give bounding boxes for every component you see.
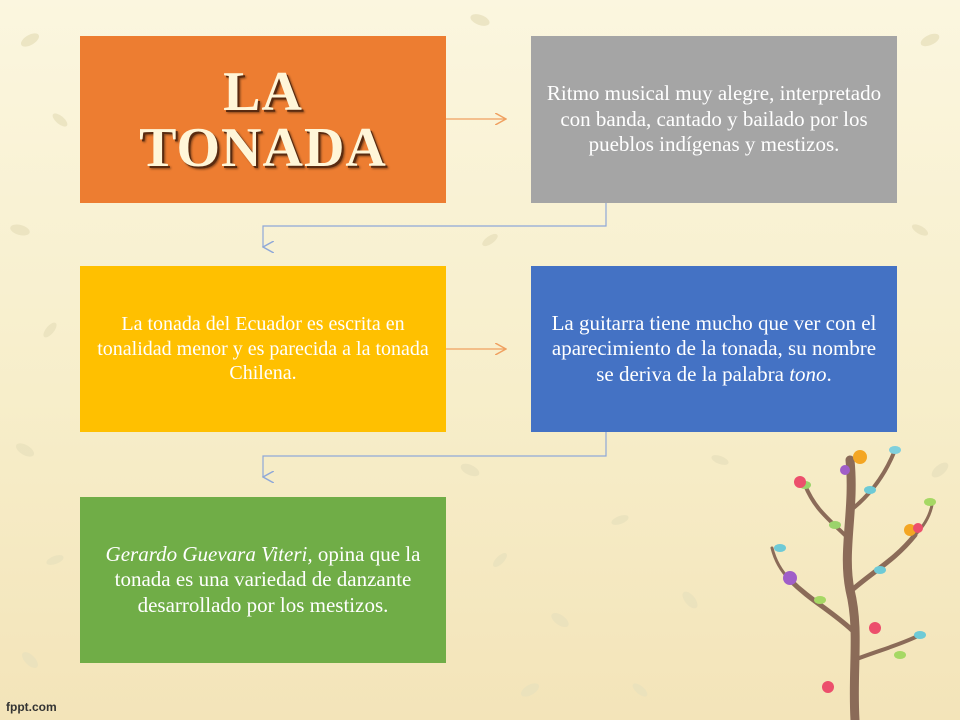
guitar-text-end: . xyxy=(826,361,832,386)
guevara-text-main: opina que la tonada es una variedad de danzante desarrollado por los mestizos. xyxy=(114,541,421,617)
tree-illustration xyxy=(760,430,950,720)
definition-text: Ritmo musical muy alegre, interpretado con banda, cantado y bailado por los pueblos indígenas y mestizos. xyxy=(546,81,882,157)
ecuador-text: La tonada del Ecuador es escrita en tonalidad menor y es parecida a la tonada Chilena. xyxy=(97,313,429,385)
guitar-box xyxy=(531,266,897,432)
definition-box xyxy=(531,36,897,203)
title-line-1: LA xyxy=(223,60,303,123)
title-line-2: TONADA xyxy=(139,116,387,179)
guitar-text-italic: tono xyxy=(789,361,827,386)
guitar-text xyxy=(545,311,883,388)
ecuador-box xyxy=(80,266,446,432)
title-text xyxy=(139,60,387,179)
title-box xyxy=(80,36,446,203)
guevara-text-italic: Gerardo Guevara Viteri, xyxy=(105,541,313,566)
guevara-text xyxy=(94,542,432,619)
guitar-text-main: La guitarra tiene mucho que ver con el aparecimiento de la tonada, su nombre se deriva de la palabra xyxy=(551,310,877,386)
brand-footer: fppt.com xyxy=(6,700,57,714)
guevara-box xyxy=(80,497,446,663)
